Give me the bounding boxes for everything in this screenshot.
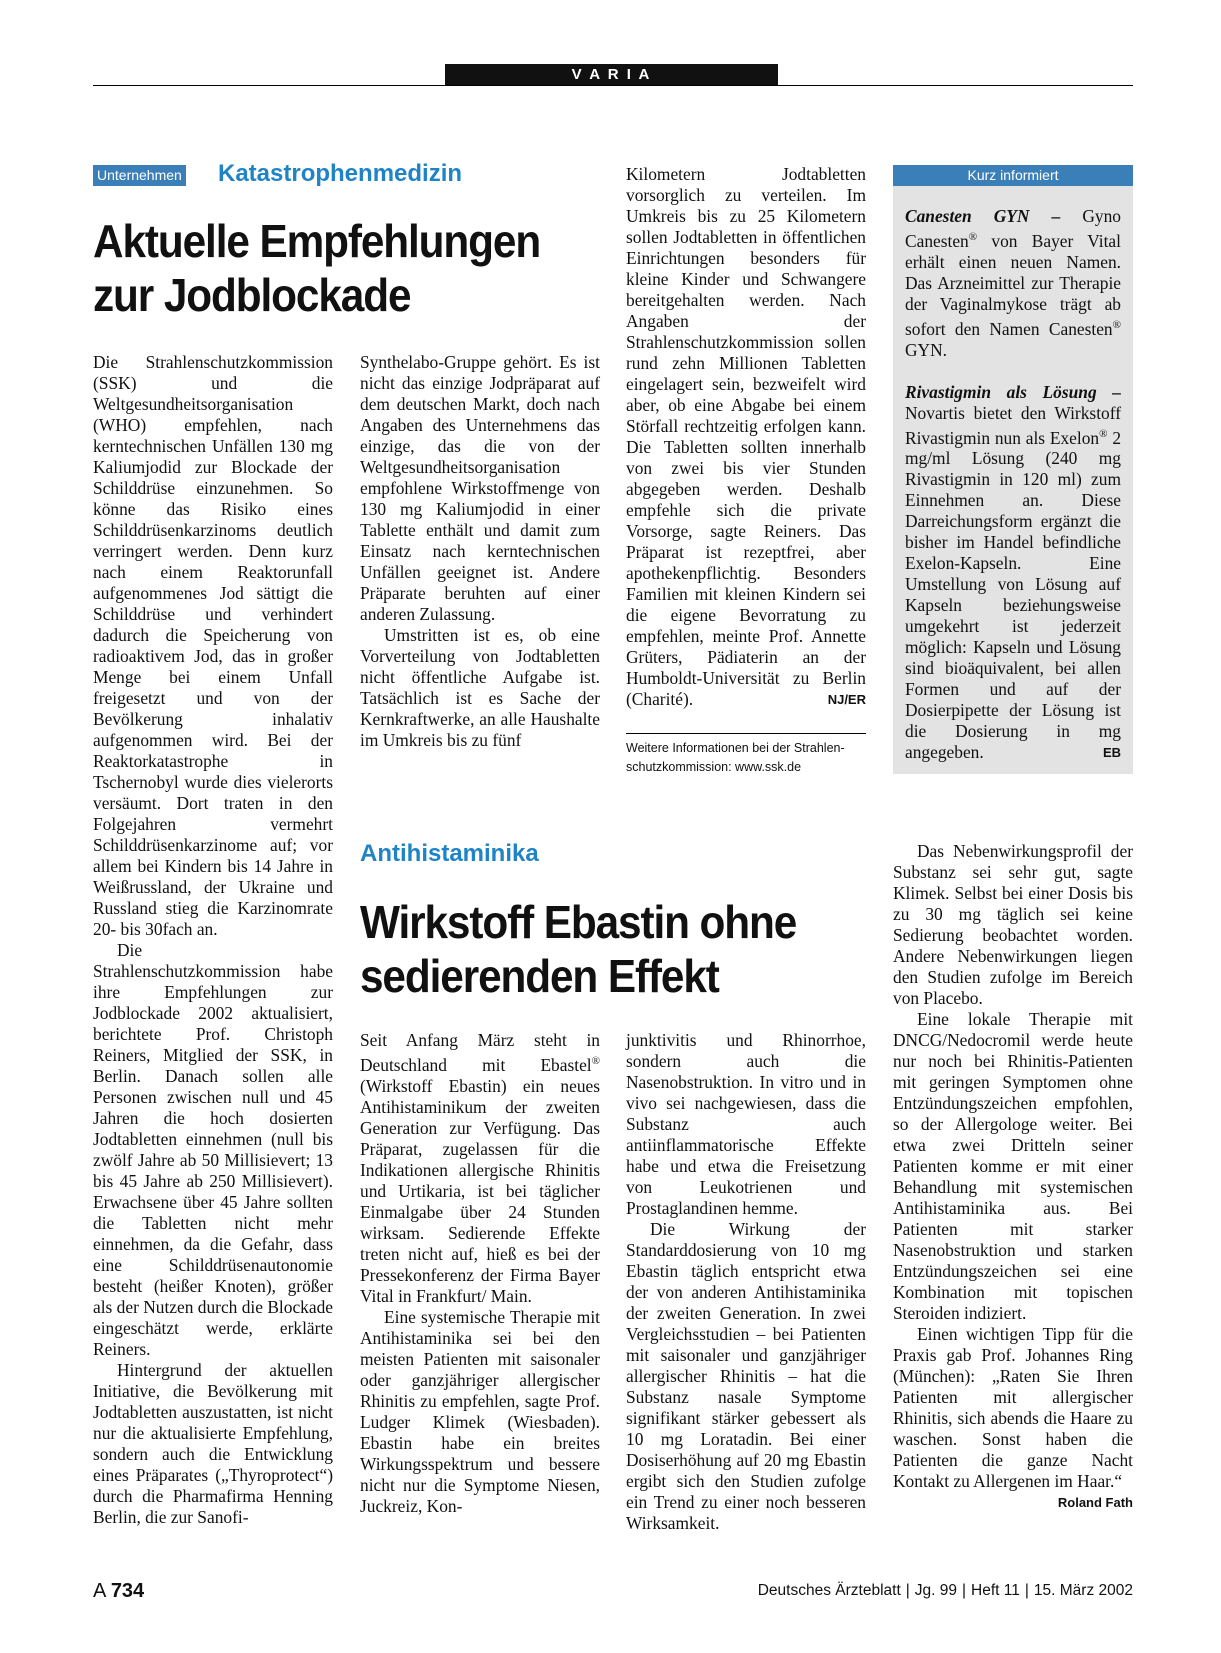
article-headline: Aktuelle Empfehlungen zur Jodblockade — [93, 215, 541, 321]
article2-headline: Wirkstoff Ebastin ohne sedierenden Effekt — [360, 896, 797, 1002]
article2-kicker: Antihistaminika — [360, 840, 539, 867]
journal-info: Deutsches Ärzteblatt | Jg. 99 | Heft 11 | 15. März 2002 — [757, 1582, 1133, 1599]
sidebar-signature: EB — [1102, 745, 1121, 761]
info-note: Weitere Informationen bei der Strahlen- schutzkommission: www.ssk.de — [626, 741, 845, 774]
article2-column-3: Das Nebenwirkungsprofil der Substanz sei sehr gut, sagte Klimek. Selbst bei einer Dosis bis zu 30 mg täglich sei keine Sedierung beobachtet worden. Andere Nebenwirkungen liegen den Studien zufolge im Bereich von Placebo. Eine lokale Therapie mit DNCG/Nedocromil werde heute nur noch bei Rhinitis-Patienten mit geringen Symptomen ohne Entzündungszeichen empfohlen, so der Allergologe weiter. Bei etwa zwei Dritteln seiner Patienten komme er mit einer Behandlung mit systemischen Antihistaminika aus. Bei Patienten mit starker Nasenobstruktion und starken Entzündungszeichen sei eine Kombination mit topischen Steroiden indiziert. Einen wichtigen Tipp für die Praxis gab Prof. Johannes Ring (München): „Raten Sie Ihren Patienten mit allergischer Rhinitis, sich abends die Haare zu waschen. Sonst haben die Patienten die ganze Nacht Kontakt zu Allergenen im Haar.“ Roland Fath — [893, 841, 1133, 1513]
section-label: V A R I A — [445, 64, 778, 85]
article2-column-2: junktivitis und Rhinorrhoe, sondern auch die Nasenobstruktion. In vitro und in vivo sei nachgewiesen, dass die Substanz auch antiinflammatorische Effekte habe und etwa die Freisetzung von Leukotrienen und Prostaglandinen hemme. Die Wirkung der Standarddosierung von 10 mg Ebastin täglich entspricht etwa der von anderen Antihistaminika der zweiten Generation. In zwei Vergleichsstudien – bei Patienten mit saisonaler und ganzjähriger allergischer Rhinitis – hat die Substanz nasale Symptome signifikant stärker gebessert als 10 mg Loratadin. Bei einer Dosiserhöhung auf 20 mg Ebastin ergibt sich den Studien zufolge ein Trend zu einer noch besseren Wirksamkeit. — [626, 1030, 866, 1533]
article-kicker: Katastrophenmedizin — [218, 160, 463, 187]
article-tag: Unternehmen — [93, 165, 186, 186]
article2-signature: Roland Fath — [1057, 1495, 1133, 1510]
article1-signature: NJ/ER — [827, 692, 866, 707]
sidebar-header: Kurz informiert — [893, 165, 1133, 186]
article1-column-2: Synthelabo-Gruppe gehört. Es ist nicht das einzige Jodpräparat auf dem deutschen Markt, doch nach Angaben des Unternehmens das einzige, das die von der Weltgesundheitsorganisation empfohlene Wirkstoffmenge von 130 mg Kaliumjodid in einer Tablette enthält und damit zum Einsatz nach kerntechnischen Unfällen geeignet ist. Andere Präparate beruhten auf einer anderen Zulassung. Umstritten ist es, ob eine Vorverteilung von Jodtabletten nicht öffentliche Aufgabe ist. Tatsächlich ist es Sache der Kernkraftwerke, an alle Haushalte im Umkreis bis zu fünf — [360, 352, 600, 750]
article1-column-1: Die Strahlenschutzkommission (SSK) und die Weltgesundheitsorganisation (WHO) empfehlen, nach kerntechnischen Unfällen 130 mg Kaliumjodid zur Blockade der Schilddrüse einzunehmen. So könne das Risiko eines Schilddrüsenkarzinoms deutlich verringert werden. Denn kurz nach einem Reaktorunfall aufgenommenes Jod sättigt die Schilddrüse und verhindert dadurch die Speicherung von radioaktivem Jod, das in großer Menge bei einem Unfall freigesetzt und von der Bevölkerung inhalativ aufgenommen wird. Bei der Reaktorkatastrophe in Tschernobyl wurde dies vielerorts versäumt. Dort traten in den Folgejahren vermehrt Schilddrüsenkarzinome auf; vor allem bei Kindern bis 14 Jahre in Weißrussland, der Ukraine und Russland stieg die Karzinomrate 20- bis 30fach an. Die Strahlenschutzkommission habe ihre Empfehlungen zur Jodblockade 2002 aktualisiert, berichtete Prof. Christoph Reiners, Mitglied der SSK, in Berlin. Danach sollen alle Personen zwischen null und 45 Jahren die hoch dosierten Jodtabletten einnehmen (null bis zwölf Jahre ab 50 Millisievert; 13 bis 45 Jahre ab 250 Millisievert). Erwachsene über 45 Jahre sollten die Tabletten nicht mehr einnehmen, da die Gefahr, dass eine Schilddrüsenautonomie besteht (heißer Knoten), größer als der Nutzen durch die Blockade eingeschätzt werde, erklärte Reiners. Hintergrund der aktuellen Initiative, die Bevölkerung mit Jodtabletten auszustatten, ist nicht nur die aktualisierte Empfehlung, sondern auch die Entwicklung eines Präparates („Thyroprotect“) durch die Pharmafirma Henning Berlin, die zur Sanofi- — [93, 352, 333, 1527]
header-rule — [93, 85, 1133, 86]
article1-column-3: Kilometern Jodtabletten vorsorglich zu verteilen. Im Umkreis bis zu 25 Kilometern sollen Jodtabletten in öffentlichen Einrichtungen besonders für kleine Kinder und Schwangere bereitgehalten werden. Nach Angaben der Strahlenschutzkommission sollen rund zehn Millionen Tabletten eingelagert sein, bezweifelt wird aber, ob eine Abgabe bei einem Störfall rechtzeitig erfolgen kann. Die Tabletten sollten innerhalb von zwei bis vier Stunden abgegeben werden. Deshalb empfehle sich die private Vorsorge, sagte Reiners. Das Präparat ist rezeptfrei, aber apothekenpflichtig. Besonders Familien mit kleinen Kindern sei die eigene Bevorratung zu empfehlen, meinte Prof. Annette Grüters, Pädiaterin an der Humboldt-Universität zu Berlin (Charité). NJ/ER — [626, 164, 866, 709]
sidebar-content: Canesten GYN – Gyno Canesten® von Bayer Vital erhält einen neuen Namen. Das Arzneimittel zur Therapie der Vaginalmykose trägt ab sofort den Namen Canesten® GYN. Rivastigmin als Lösung – Novartis bietet den Wirkstoff Rivastigmin nun als Exelon® 2 mg/ml Lösung (240 mg Rivastigmin in 120 ml) zum Einnehmen an. Diese Darreichungsform ergänzt die bisher im Handel befindliche Exelon-Kapseln. Eine Umstellung von Lösung auf Kapseln beziehungsweise umgekehrt ist jederzeit möglich: Kapseln und Lösung sind bioäquivalent, bei allen Formen und auf der Dosierpipette der Lösung ist die Dosierung in mg angegeben. EB — [905, 206, 1122, 763]
page-number: A 734 — [93, 1580, 145, 1602]
article2-column-1: Seit Anfang März steht in Deutschland mit Ebastel® (Wirkstoff Ebastin) ein neues Antihistaminikum der zweiten Generation zur Verfügung. Das Präparat, zugelassen für die Indikationen allergische Rhinitis und Urtikaria, ist bei täglicher Einmalgabe über 24 Stunden wirksam. Sedierende Effekte treten nicht auf, hieß es bei der Pressekonferenz der Firma Bayer Vital in Frankfurt/ Main. Eine systemische Therapie mit Antihistaminika sei bei den meisten Patienten mit saisonaler oder ganzjähriger allergischer Rhinitis zu empfehlen, sagte Prof. Ludger Klimek (Wiesbaden). Ebastin habe ein breites Wirkungsspektrum und bessere nicht nur die Symptome Niesen, Juckreiz, Kon- — [360, 1030, 600, 1516]
info-rule — [626, 733, 866, 734]
